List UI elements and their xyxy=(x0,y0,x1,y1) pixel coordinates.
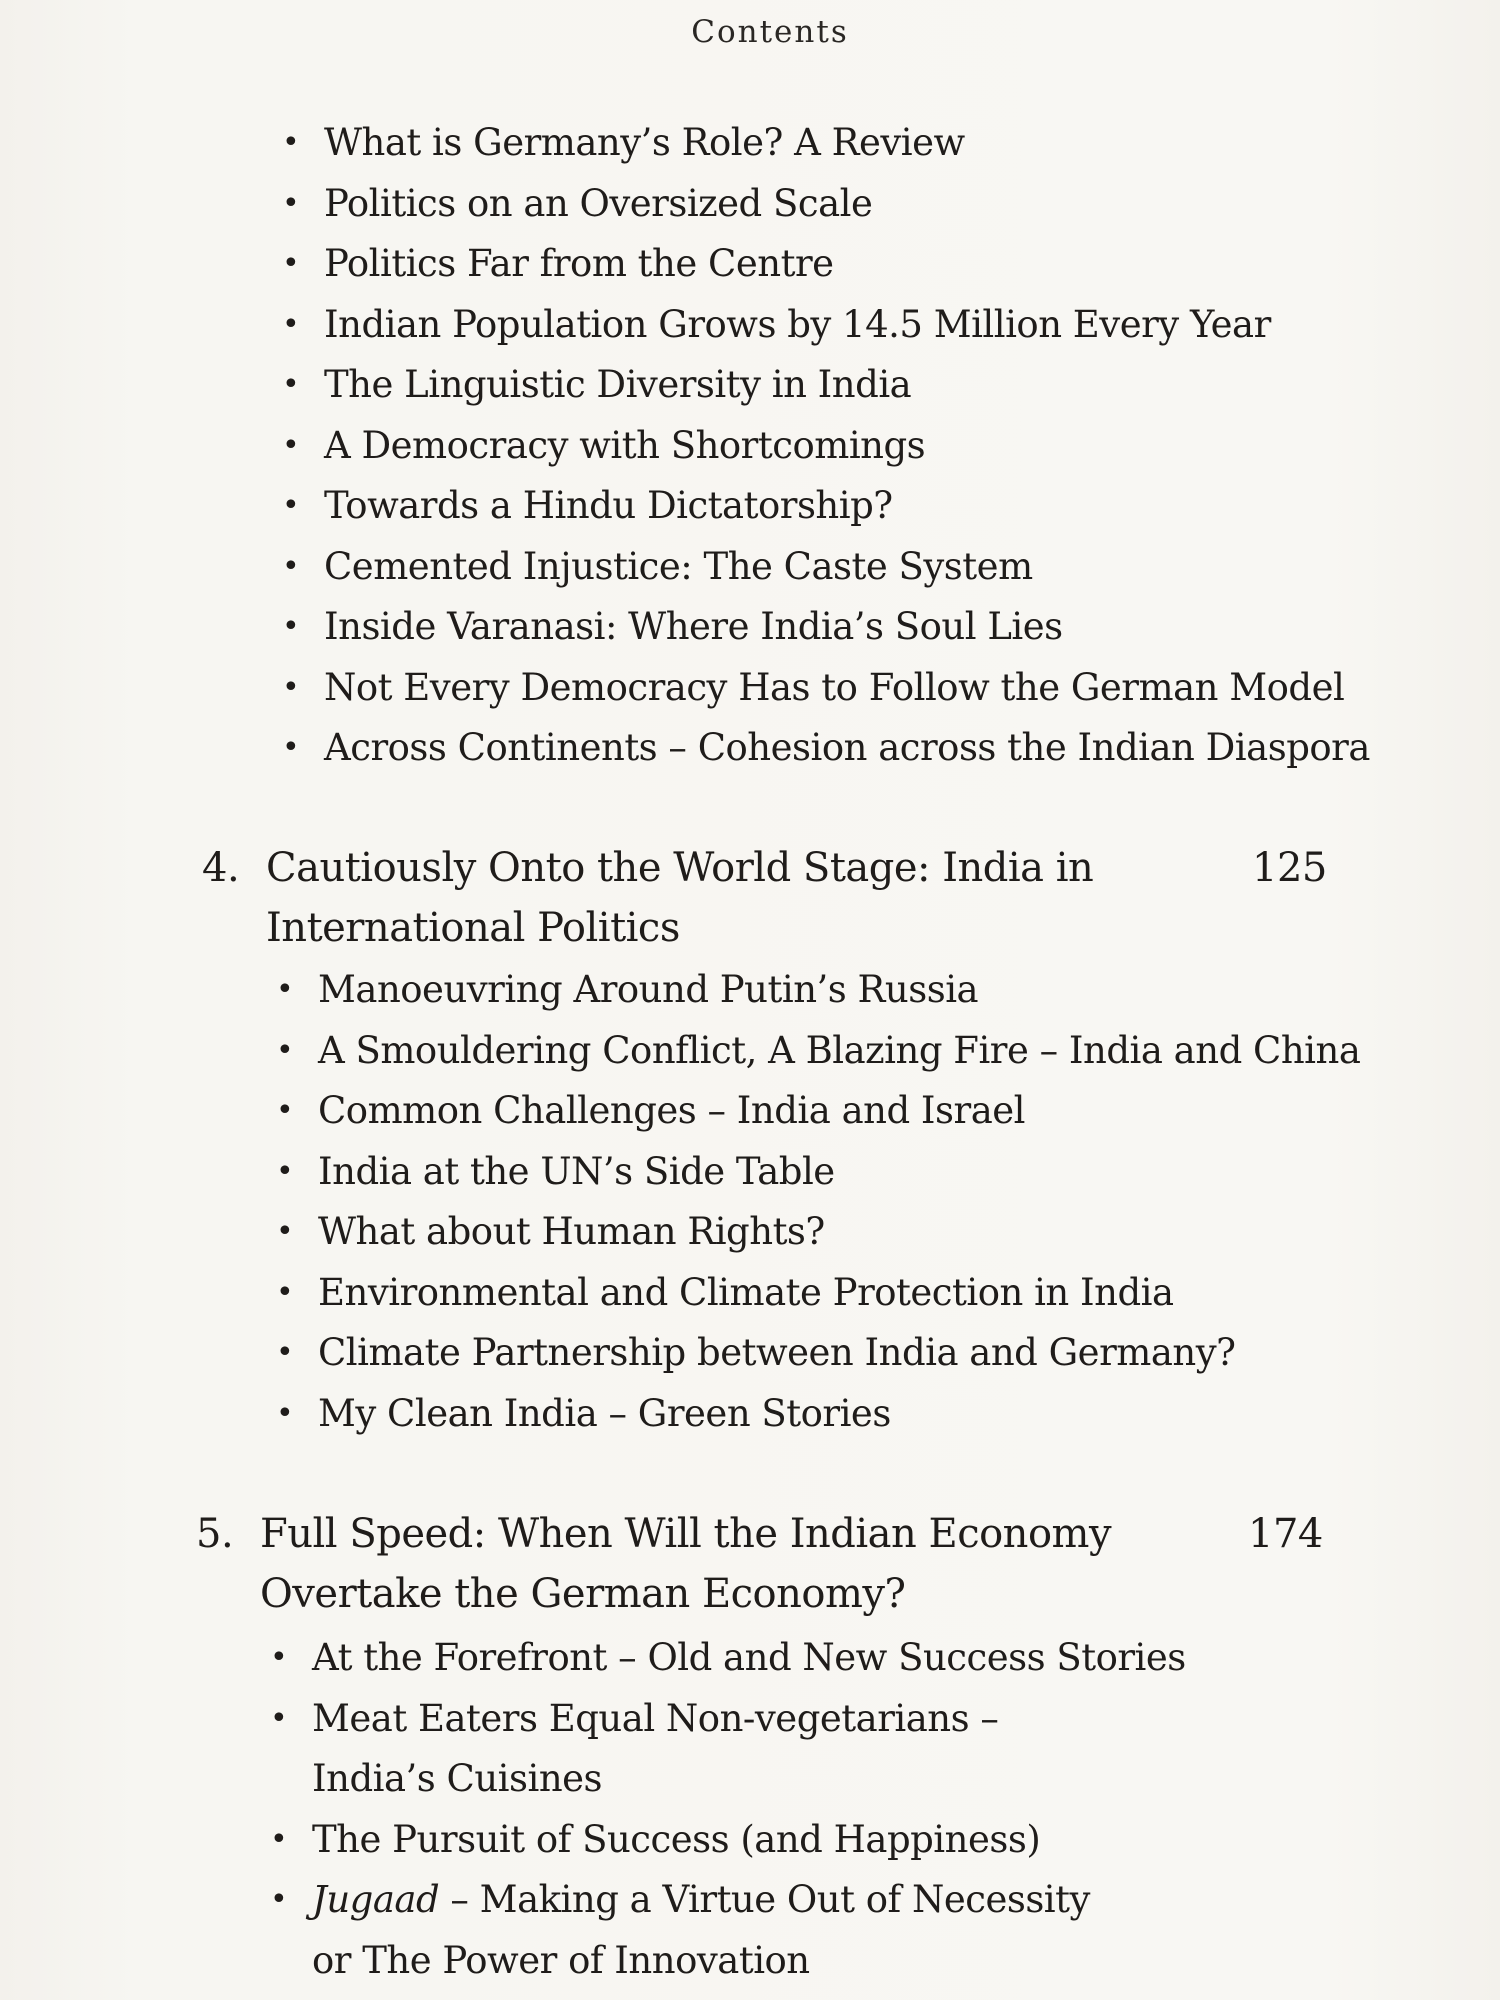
bullet-icon: • xyxy=(282,246,300,281)
list-item: • My Clean India – Green Stories xyxy=(318,1384,1360,1445)
bullet-icon: • xyxy=(282,125,300,160)
chapter-page-number: 174 xyxy=(1248,1511,1323,1557)
bullet-icon: • xyxy=(276,1093,294,1128)
chapter-number: 4. xyxy=(202,845,240,891)
bullet-icon: • xyxy=(276,1395,294,1431)
list-item: • Indian Population Grows by 14.5 Million Every Year xyxy=(324,295,1370,356)
list-item: • A Smouldering Conflict, A Blazing Fire – India and China xyxy=(318,1021,1360,1082)
bullet-icon: • xyxy=(282,367,300,402)
list-item: • Inside Varanasi: Where India’s Soul Lies xyxy=(324,597,1370,658)
running-head: Contents xyxy=(691,14,849,50)
bullet-icon: • xyxy=(282,306,300,342)
list-item: • India at the UN’s Side Table xyxy=(318,1142,1360,1203)
list-item: • Common Challenges – India and Israel xyxy=(318,1081,1360,1142)
bullet-icon: • xyxy=(270,1700,288,1736)
list-item: • Environmental and Climate Protection in India xyxy=(318,1263,1360,1324)
list-item: • Politics Far from the Centre xyxy=(324,234,1370,295)
chapter-page-number: 125 xyxy=(1252,845,1327,891)
bullet-icon: • xyxy=(270,1640,288,1675)
bullet-icon: • xyxy=(282,669,300,705)
chapter-number: 5. xyxy=(196,1511,234,1557)
bullet-icon: • xyxy=(276,1032,294,1068)
chapter-title: Cautiously Onto the World Stage: India in International Politics xyxy=(266,845,1094,951)
bullet-icon: • xyxy=(276,1153,294,1189)
bullet-icon: • xyxy=(276,1274,294,1310)
list-item: • Climate Partnership between India and Germany? xyxy=(318,1323,1360,1384)
bullet-icon: • xyxy=(282,488,300,523)
list-item: • At the Forefront – Old and New Success Stories xyxy=(312,1628,1186,1689)
list-item: • Meat Eaters Equal Non-vegetarians – India’s Cuisines xyxy=(312,1689,1186,1810)
list-item: • The Pursuit of Success (and Happiness) xyxy=(312,1810,1186,1871)
list-item: • Towards a Hindu Dictatorship? xyxy=(324,476,1370,537)
list-item: • Cemented Injustice: The Caste System xyxy=(324,537,1370,598)
section-continued-list xyxy=(282,113,1370,779)
bullet-icon: • xyxy=(282,185,300,221)
list-item: • Politics on an Oversized Scale xyxy=(324,174,1370,235)
bullet-icon: • xyxy=(282,548,300,584)
list-item: • The Linguistic Diversity in India xyxy=(324,355,1370,416)
chapter-5-sections xyxy=(270,1628,1186,1991)
list-item: • Jugaad – Making a Virtue Out of Necessity or The Power of Innovation xyxy=(312,1870,1186,1991)
list-item: • Manoeuvring Around Putin’s Russia xyxy=(318,960,1360,1021)
bullet-icon: • xyxy=(270,1882,288,1917)
italic-term: Jugaad xyxy=(312,1878,440,1921)
chapter-4-sections xyxy=(276,960,1361,1444)
bullet-icon: • xyxy=(282,730,300,765)
chapter-title: Full Speed: When Will the Indian Economy Overtake the German Economy? xyxy=(260,1511,1112,1617)
chapter-5-entry[interactable] xyxy=(196,1504,1323,1624)
chapter-4-entry[interactable] xyxy=(202,838,1327,958)
list-item: • What is Germany’s Role? A Review xyxy=(324,113,1370,174)
list-item: • What about Human Rights? xyxy=(318,1202,1360,1263)
list-item: • Not Every Democracy Has to Follow the German Model xyxy=(324,658,1370,719)
bullet-icon: • xyxy=(282,609,300,644)
bullet-icon: • xyxy=(270,1821,288,1857)
list-item: • A Democracy with Shortcomings xyxy=(324,416,1370,477)
bullet-icon: • xyxy=(276,1214,294,1249)
bullet-icon: • xyxy=(276,1335,294,1370)
bullet-icon: • xyxy=(276,972,294,1007)
bullet-icon: • xyxy=(282,427,300,463)
list-item: • Across Continents – Cohesion across the Indian Diaspora xyxy=(324,718,1370,779)
